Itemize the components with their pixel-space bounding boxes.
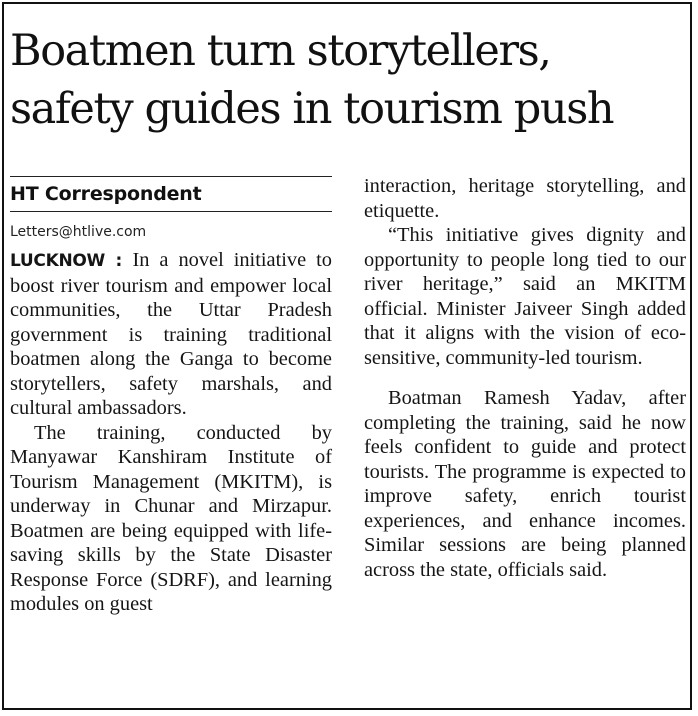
column-right: [364, 174, 686, 582]
paragraph-3: “This initiative gives dignity and opportunity to people long tied to our river heritage,” said an MKITM official. Minister Jaiveer Singh added that it aligns with the vision of ecosensitive, community-led tourism.: [364, 224, 686, 369]
headline-line-1: Boatmen turn storytellers,: [10, 26, 551, 76]
paragraph-1-text: In a novel initiative to boost river tourism and empower local communities, the Uttar Pradesh government is training traditional boatmen along the Ganga to become storytellers, safety marshals, and cultural ambassadors.: [10, 249, 333, 419]
column-left: [10, 176, 332, 617]
paragraph-1: [10, 248, 332, 421]
headline: [10, 22, 690, 138]
news-clipping: [2, 2, 692, 710]
byline: HT Correspondent: [10, 176, 332, 212]
headline-line-2: safety guides in tourism push: [10, 84, 614, 134]
paragraph-2-part-1: The training, conducted by Manyawar Kanshiram Institute of Tourism Management (MKITM), is underway in Chunar and Mirzapur. Boatmen are being equipped with lifesaving skills by the State Disaster Response Force (SDRF), and learning modules on guest: [10, 421, 332, 615]
byline-email: Letters@htlive.com: [10, 224, 147, 240]
dateline: LUCKNOW :: [10, 251, 133, 271]
paragraph-2-part-2: interaction, heritage storytelling, and etiquette.: [364, 175, 686, 222]
paragraph-4: Boatman Ramesh Yadav, after completing the training, said he now feels confident to guide and protect tourists. The programme is expected to improve safety, enrich tourist experiences, and enhance incomes. Similar sessions are being planned across the state, officials said.: [364, 387, 686, 581]
